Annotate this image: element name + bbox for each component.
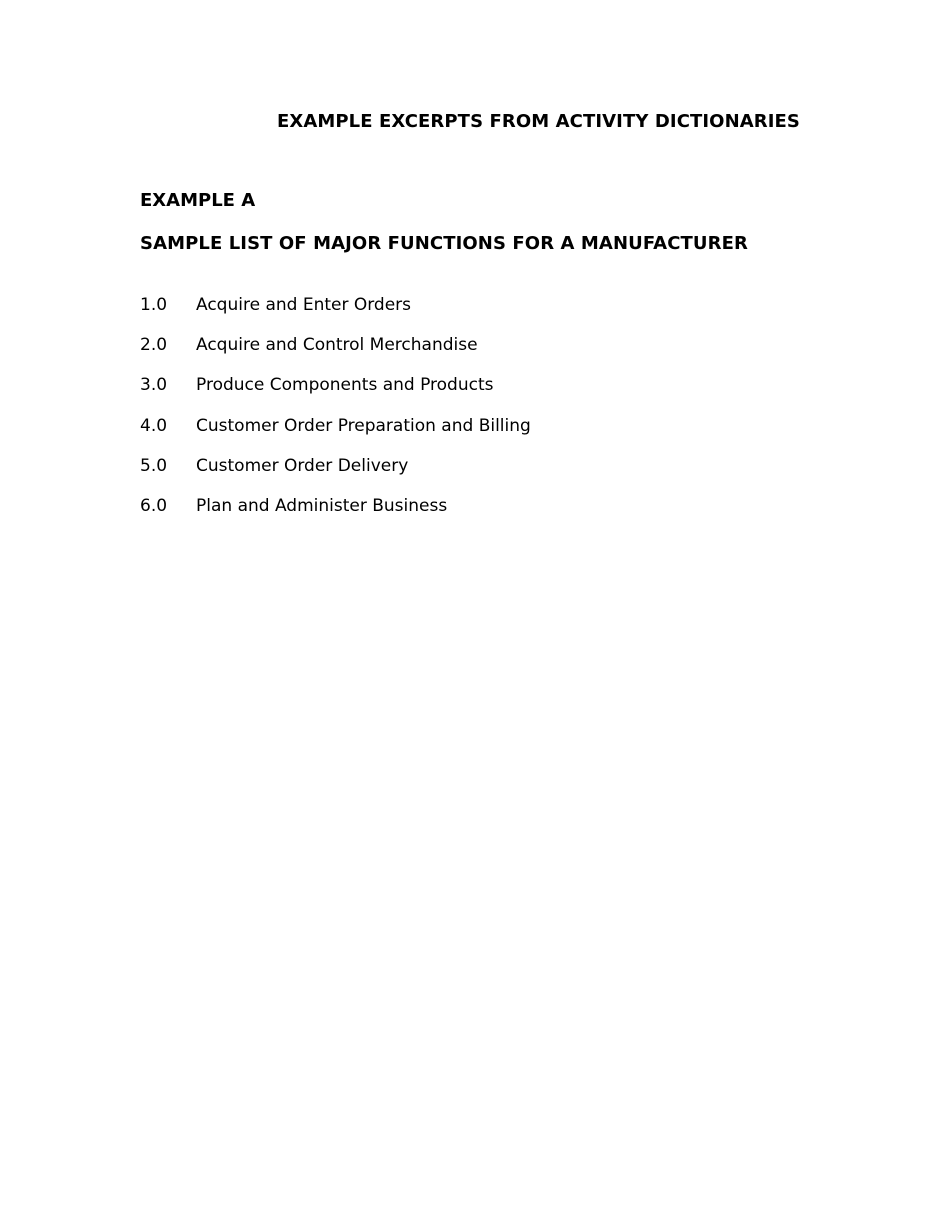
function-label: Plan and Administer Business xyxy=(196,495,448,516)
function-item xyxy=(140,293,840,333)
function-number: 2.0 xyxy=(140,335,168,356)
function-item xyxy=(140,333,840,373)
function-item xyxy=(140,494,840,534)
function-number: 4.0 xyxy=(140,415,168,436)
function-label: Acquire and Enter Orders xyxy=(196,295,412,315)
function-item xyxy=(140,454,840,494)
function-item xyxy=(140,414,840,454)
function-number: 3.0 xyxy=(140,375,168,396)
function-label: Customer Order Preparation and Billing xyxy=(196,415,531,436)
function-number: 6.0 xyxy=(140,495,168,516)
function-label: Acquire and Control Merchandise xyxy=(196,335,478,356)
function-label: Customer Order Delivery xyxy=(196,455,409,476)
document-title: EXAMPLE EXCERPTS FROM ACTIVITY DICTIONARIES xyxy=(276,111,800,132)
section-heading: SAMPLE LIST OF MAJOR FUNCTIONS FOR A MANUFACTURER xyxy=(140,233,748,254)
major-functions-list xyxy=(140,293,840,534)
function-number: 1.0 xyxy=(140,295,168,315)
function-item xyxy=(140,373,840,413)
function-number: 5.0 xyxy=(140,455,168,476)
example-label: EXAMPLE A xyxy=(140,190,256,211)
function-label: Produce Components and Products xyxy=(196,375,494,396)
